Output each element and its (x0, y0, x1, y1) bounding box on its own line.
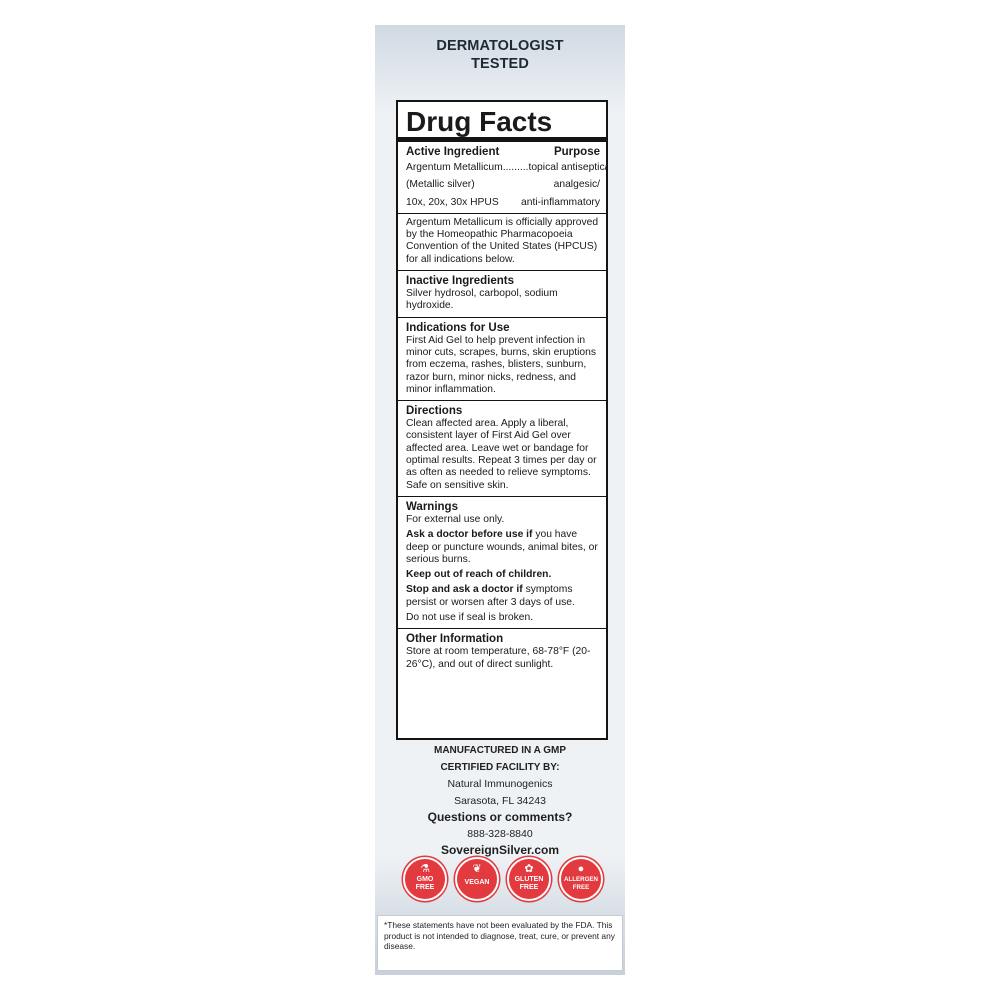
flask-icon: ⚗ (420, 863, 430, 875)
badge-label-line: VEGAN (464, 879, 490, 886)
warnings-heading: Warnings (406, 500, 458, 513)
indications-text: First Aid Gel to help prevent infection in minor cuts, scrapes, burns, skin eruptions from eczema, rashes, blisters, sunburn, razor burn, minor nicks, redness, and minor inflammation. (406, 334, 596, 395)
badge-label (457, 879, 497, 887)
warning-ask-doctor-rest: you have deep or puncture wounds, animal bites, or serious burns. (406, 529, 598, 565)
drug-facts-title: Drug Facts (398, 102, 606, 142)
other-information-text: Store at room temperature, 68-78°F (20-26°C), and out of direct sunlight. (406, 646, 591, 670)
badge-label-line: FREE (519, 884, 539, 891)
warning-seal: Do not use if seal is broken. (406, 612, 534, 624)
directions-heading: Directions (406, 405, 463, 418)
active-ingredient-heading: Active Ingredient (406, 146, 500, 158)
active-row-right: analgesic/ (553, 179, 600, 191)
badge-label (509, 876, 549, 892)
badge-label (561, 876, 601, 892)
active-row (406, 179, 600, 191)
badge-label-line: GLUTEN (514, 876, 544, 883)
certification-badges (403, 857, 603, 901)
approval-section (398, 214, 606, 271)
questions-heading: Questions or comments? (427, 810, 573, 824)
manufacturer-line-1: MANUFACTURED IN A GMP (433, 745, 567, 756)
badge-label-line: GMO (416, 876, 434, 883)
inactive-ingredients-section (398, 271, 606, 318)
wheat-icon: ✿ (524, 863, 534, 875)
badge-label-line: FREE (415, 884, 435, 891)
indications-heading: Indications for Use (406, 321, 510, 334)
product-label-panel (375, 25, 625, 975)
heading-line-1: DERMATOLOGIST (436, 38, 564, 54)
active-row-left: (Metallic silver) (406, 179, 475, 191)
manufacturer-name: Natural Immunogenics (447, 778, 553, 790)
active-row-left: Argentum Metallicum......... (406, 162, 529, 173)
other-information-heading: Other Information (406, 633, 504, 646)
badge-label-line: FREE (572, 884, 590, 891)
active-header-row (406, 145, 600, 159)
warning-ask-doctor (406, 529, 600, 566)
warning-stop-use (406, 584, 600, 609)
drug-facts-box (396, 100, 608, 740)
other-information-section (398, 629, 606, 675)
dermatologist-tested-heading (375, 37, 625, 73)
active-ingredient-section (398, 142, 606, 214)
gluten-free-badge (507, 857, 551, 901)
vegan-badge (455, 857, 499, 901)
badge-label-line: ALLERGEN (563, 876, 599, 883)
manufacturer-line-2: CERTIFIED FACILITY BY: (440, 761, 560, 773)
inactive-text: Silver hydrosol, carbopol, sodium hydroxide. (406, 288, 558, 312)
phone-number: 888-328-8840 (467, 827, 533, 840)
active-row-left: 10x, 20x, 30x HPUS (406, 196, 499, 208)
gmo-free-badge (403, 857, 447, 901)
active-row-right: topical antiseptic/ (528, 162, 608, 173)
badge-label (405, 876, 445, 892)
purpose-heading: Purpose (553, 146, 600, 158)
heading-line-2: TESTED (471, 56, 529, 72)
leaf-icon: ❦ (472, 863, 482, 875)
warning-keep-out-bold: Keep out of reach of children. (406, 569, 552, 581)
warnings-section (398, 497, 606, 629)
peanut-icon: ● (577, 863, 585, 875)
warning-stop-rest: symptoms persist or worsen after 3 days of use. (406, 584, 575, 608)
manufacturer-block (375, 743, 625, 859)
warning-keep-out (406, 569, 600, 581)
warning-stop-bold: Stop and ask a doctor if (406, 584, 523, 596)
warning-ask-doctor-bold: Ask a doctor before use if (406, 529, 533, 541)
allergen-free-badge (559, 857, 603, 901)
approval-text: Argentum Metallicum is officially approved by the Homeopathic Pharmacopoeia Convention of the United States (HPCUS) for all indications below. (406, 216, 599, 265)
indications-section (398, 318, 606, 401)
active-row-right: anti-inflammatory (521, 196, 600, 208)
directions-section (398, 401, 606, 497)
warning-external-use: For external use only. (406, 513, 505, 525)
fda-disclaimer: *These statements have not been evaluated by the FDA. This product is not intended to diagnose, treat, cure, or prevent any disease. (377, 915, 623, 971)
manufacturer-city: Sarasota, FL 34243 (454, 794, 546, 807)
active-row (406, 162, 608, 174)
directions-text: Clean affected area. Apply a liberal, consistent layer of First Aid Gel over affected area. Leave wet or bandage for optimal results. Repeat 3 times per day or as often as needed to relieve symptoms. Safe on sensitive skin. (406, 418, 597, 491)
inactive-heading: Inactive Ingredients (406, 275, 515, 288)
website: SovereignSilver.com (440, 843, 560, 857)
active-row (406, 197, 600, 209)
